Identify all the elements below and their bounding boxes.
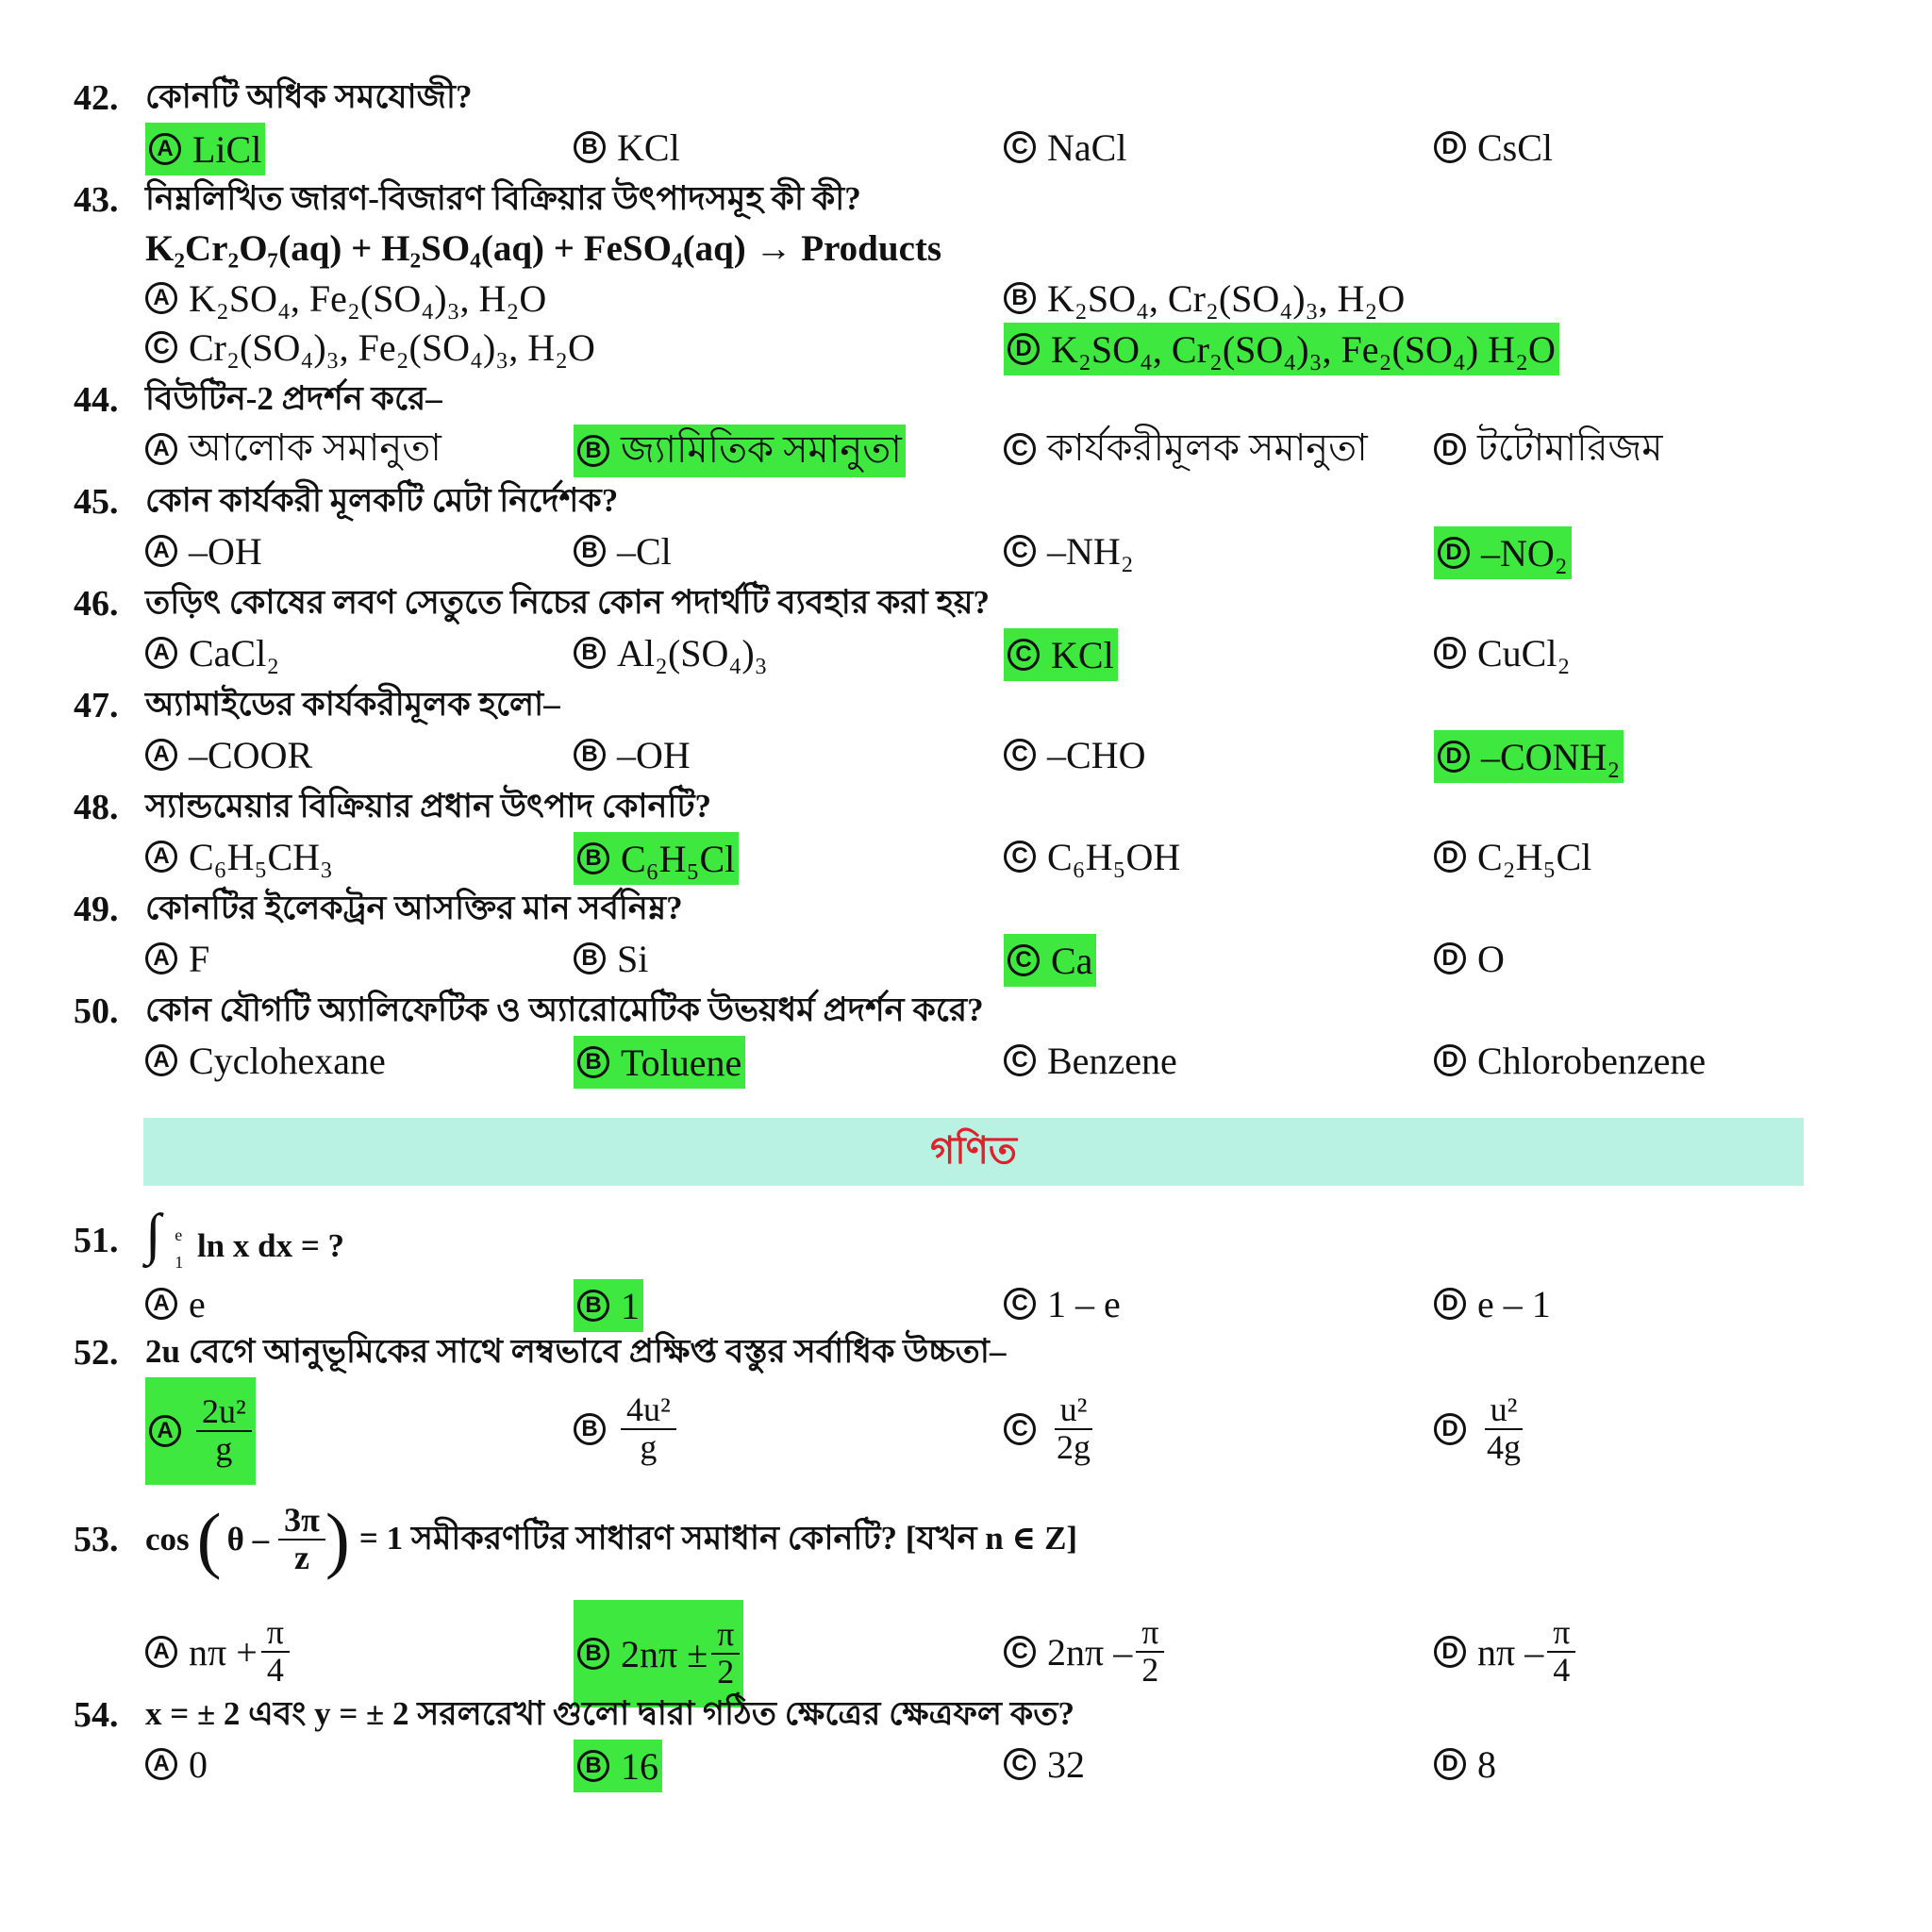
question-number: 42. (74, 78, 119, 118)
option-text: –CONH₂ (1481, 735, 1621, 778)
option-badge: B (574, 739, 606, 771)
option-text: C₆H₅CH₃ (189, 835, 333, 878)
option-d[interactable] (1434, 1600, 1575, 1704)
option-fraction (1547, 1615, 1575, 1689)
option-badge: D (1434, 1748, 1466, 1780)
option-badge: D (1434, 433, 1466, 465)
fraction-numerator: 2u² (196, 1394, 252, 1432)
option-b[interactable] (574, 1377, 676, 1481)
option-badge: A (149, 133, 181, 165)
question-number: 45. (74, 482, 119, 522)
option-fraction (1136, 1615, 1164, 1689)
option-badge: D (1434, 1044, 1466, 1076)
option-badge: C (1004, 841, 1036, 873)
option-text: Benzene (1047, 1039, 1177, 1082)
option-c[interactable] (1004, 1740, 1085, 1789)
question-number: 44. (74, 380, 119, 420)
option-c[interactable] (1004, 628, 1118, 681)
fraction-numerator: 3π (278, 1503, 325, 1541)
option-badge: C (1004, 535, 1036, 567)
option-d[interactable] (1434, 1036, 1706, 1085)
question-number: 53. (74, 1520, 119, 1559)
fraction-numerator: u² (1485, 1392, 1524, 1430)
question-number: 47. (74, 686, 119, 725)
option-text: K₂SO₄, Cr₂(SO₄)₃, H₂O (1047, 276, 1406, 320)
section-title: গণিত (930, 1128, 1017, 1172)
option-c[interactable] (1004, 1279, 1121, 1328)
option-b[interactable] (574, 628, 768, 677)
question-46 (74, 579, 1866, 677)
option-badge: A (145, 1748, 177, 1780)
option-badge: B (577, 1750, 609, 1782)
option-c[interactable] (1004, 425, 1368, 474)
question-number: 46. (74, 584, 119, 624)
cos-function: cos (145, 1521, 190, 1557)
question-number: 52. (74, 1333, 119, 1373)
option-text: Ca (1051, 939, 1093, 982)
option-a[interactable] (145, 1377, 256, 1485)
option-d[interactable] (1434, 934, 1505, 983)
option-d[interactable] (1434, 123, 1553, 172)
option-text: –CHO (1047, 733, 1146, 776)
option-badge: D (1434, 841, 1466, 873)
option-badge: A (145, 535, 177, 567)
option-d[interactable] (1434, 628, 1570, 677)
question-43 (74, 175, 1866, 372)
option-b[interactable] (574, 1740, 662, 1792)
option-a[interactable] (145, 628, 279, 677)
question-44 (74, 375, 1866, 474)
option-c[interactable] (1004, 934, 1096, 987)
option-fraction (621, 1392, 676, 1466)
option-badge: C (1004, 433, 1036, 465)
option-text: e – 1 (1477, 1282, 1551, 1325)
option-badge: D (1434, 942, 1466, 974)
option-badge: B (577, 842, 609, 874)
option-c[interactable] (1004, 123, 1126, 172)
question-text: অ্যামাইডের কার্যকরীমূলক হলো– (145, 685, 560, 723)
question-51 (74, 1202, 1866, 1328)
option-badge: A (145, 433, 177, 465)
option-badge: A (145, 637, 177, 669)
option-badge: B (574, 535, 606, 567)
option-badge: C (1004, 1413, 1036, 1445)
option-badge: B (577, 435, 609, 467)
option-c[interactable] (1004, 1377, 1096, 1481)
option-d[interactable] (1434, 730, 1624, 783)
option-d[interactable] (1434, 1279, 1551, 1328)
question-text: কোন যৌগটি অ্যালিফেটিক ও অ্যারোমেটিক উভয়ধর্ম প্রদর্শন করে? (145, 991, 984, 1028)
question-42 (74, 74, 1866, 172)
option-text: CsCl (1477, 125, 1554, 169)
fraction-numerator: π (711, 1617, 740, 1655)
integral-sign: ∫ (145, 1202, 161, 1265)
option-b[interactable] (574, 1036, 745, 1089)
fraction-denominator: g (640, 1428, 658, 1466)
fraction-denominator: 4 (1553, 1651, 1571, 1689)
option-text: জ্যামিতিক সমানুতা (621, 427, 902, 471)
option-text: K₂SO₄, Cr₂(SO₄)₃, Fe₂(SO₄) H₂O (1051, 327, 1556, 371)
option-c[interactable] (1004, 526, 1134, 575)
option-text: Al₂(SO₄)₃ (617, 631, 768, 675)
option-badge: B (577, 1046, 609, 1078)
option-b[interactable] (1004, 274, 1405, 323)
option-text: –Cl (617, 529, 672, 573)
option-d[interactable] (1434, 1377, 1526, 1481)
option-c[interactable] (145, 323, 595, 372)
question-48 (74, 783, 1866, 881)
option-badge: D (1438, 537, 1470, 569)
question-text: স্যান্ডমেয়ার বিক্রিয়ার প্রধান উৎপাদ কোনটি? (145, 787, 712, 824)
open-paren: ( (196, 1498, 222, 1580)
option-b[interactable] (574, 934, 648, 983)
equation-fraction (278, 1503, 325, 1576)
option-text: –NO₂ (1481, 531, 1568, 575)
option-badge: A (145, 739, 177, 771)
option-text: 16 (621, 1744, 658, 1788)
option-badge: C (1008, 639, 1040, 671)
option-badge: A (145, 1288, 177, 1320)
option-a[interactable] (145, 1036, 386, 1085)
fraction-numerator: u² (1055, 1392, 1093, 1430)
section-banner (143, 1118, 1804, 1186)
option-badge: C (1004, 1748, 1036, 1780)
option-badge: C (145, 331, 177, 363)
option-a[interactable] (145, 526, 262, 575)
option-badge: D (1008, 333, 1040, 365)
option-text: –NH₂ (1047, 529, 1134, 573)
option-a[interactable] (145, 934, 209, 983)
question-number: 48. (74, 788, 119, 827)
option-c[interactable] (1004, 730, 1145, 779)
option-b[interactable] (574, 526, 672, 575)
option-text: 0 (189, 1742, 208, 1786)
option-text: CuCl₂ (1477, 631, 1571, 675)
trig-equation (145, 1497, 1077, 1582)
option-badge: A (149, 1415, 181, 1447)
fraction-numerator: π (1136, 1615, 1164, 1653)
option-text: e (189, 1282, 206, 1325)
option-badge: B (574, 131, 606, 163)
integral-lower-limit: 1 (175, 1252, 184, 1272)
question-number: 50. (74, 991, 119, 1031)
option-b[interactable] (574, 123, 680, 172)
option-d[interactable] (1434, 425, 1663, 474)
option-d[interactable] (1004, 323, 1559, 375)
question-text: x = ± 2 এবং y = ± 2 সরলরেখা গুলো দ্বারা গঠিত ক্ষেত্রের ক্ষেত্রফল কত? (145, 1694, 1074, 1732)
option-text: Cr₂(SO₄)₃, Fe₂(SO₄)₃, H₂O (189, 325, 595, 369)
option-badge: C (1004, 1288, 1036, 1320)
question-50 (74, 987, 1866, 1085)
option-prefix: nπ – (1477, 1630, 1544, 1674)
question-text: তড়িৎ কোষের লবণ সেতুতে নিচের কোন পদার্থটি ব্যবহার করা হয়? (145, 583, 990, 621)
option-text: আলোক সমানুতা (189, 425, 441, 469)
option-text: CaCl₂ (189, 631, 280, 675)
option-b[interactable] (574, 730, 691, 779)
option-d[interactable] (1434, 1740, 1496, 1789)
question-47 (74, 681, 1866, 779)
question-text: বিউটিন-2 প্রদর্শন করে– (145, 379, 442, 417)
option-badge: C (1004, 1636, 1036, 1668)
option-text: 32 (1047, 1742, 1085, 1786)
option-prefix: 2nπ ± (621, 1632, 708, 1675)
option-badge: B (577, 1638, 609, 1670)
question-52 (74, 1328, 1866, 1481)
question-text: নিম্নলিখিত জারণ-বিজারণ বিক্রিয়ার উৎপাদসমূহ কী কী? (145, 179, 861, 217)
option-fraction (711, 1617, 740, 1690)
fraction-denominator: 4g (1487, 1428, 1521, 1466)
question-text: কোনটি অধিক সমযোজী? (145, 77, 473, 115)
option-text: Toluene (621, 1041, 742, 1084)
option-text: Cyclohexane (189, 1039, 386, 1082)
question-number: 54. (74, 1695, 119, 1735)
question-text: কোনটির ইলেকট্রন আসক্তির মান সর্বনিম্ন? (145, 889, 683, 926)
question-text: কোন কার্যকরী মূলকটি মেটা নির্দেশক? (145, 481, 619, 519)
option-text: O (1477, 937, 1505, 980)
option-badge: B (574, 637, 606, 669)
question-text: ln x dx = ? (196, 1226, 345, 1264)
fraction-denominator: 4 (266, 1651, 284, 1689)
option-badge: D (1434, 637, 1466, 669)
option-badge: A (145, 1636, 177, 1668)
option-text: Si (617, 937, 649, 980)
question-49 (74, 885, 1866, 983)
integral-expression (145, 1202, 345, 1276)
option-badge: A (145, 1044, 177, 1076)
question-number: 49. (74, 890, 119, 929)
fraction-numerator: 4u² (621, 1392, 676, 1430)
question-number: 51. (74, 1221, 119, 1260)
option-badge: C (1004, 131, 1036, 163)
option-text: 1 (621, 1284, 640, 1327)
option-text: K₂SO₄, Fe₂(SO₄)₃, H₂O (189, 276, 547, 320)
option-text: Chlorobenzene (1477, 1039, 1707, 1082)
fraction-numerator: π (1547, 1615, 1575, 1653)
option-c[interactable] (1004, 832, 1180, 881)
option-text: KCl (617, 125, 680, 169)
integral-upper-limit: e (175, 1224, 183, 1244)
option-text: 8 (1477, 1742, 1496, 1786)
question-45 (74, 477, 1866, 575)
option-b[interactable] (574, 425, 906, 477)
question-54 (74, 1690, 1866, 1789)
option-text: C₂H₅Cl (1477, 835, 1592, 878)
option-text: LiCl (192, 127, 262, 171)
option-text: 1 – e (1047, 1282, 1121, 1325)
option-fraction (261, 1615, 290, 1689)
option-a[interactable] (145, 274, 546, 323)
option-text: –COOR (189, 733, 313, 776)
option-badge: D (1434, 1413, 1466, 1445)
question-text: = 1 সমীকরণটির সাধারণ সমাধান কোনটি? [যখন n ∈ Z] (358, 1519, 1078, 1557)
option-text: কার্যকরীমূলক সমানুতা (1047, 425, 1368, 469)
question-number: 43. (74, 180, 119, 220)
option-fraction (196, 1394, 252, 1468)
option-badge: A (145, 942, 177, 974)
fraction-denominator: 2g (1057, 1428, 1091, 1466)
option-text: –OH (617, 733, 691, 776)
option-text: টটোমারিজম (1477, 425, 1663, 469)
question-53 (74, 1494, 1866, 1704)
option-b[interactable] (574, 832, 739, 885)
option-prefix: nπ + (189, 1630, 258, 1674)
option-badge: D (1434, 1288, 1466, 1320)
option-d[interactable] (1434, 832, 1591, 881)
fraction-denominator: g (215, 1430, 233, 1468)
fraction-denominator: z (294, 1539, 310, 1576)
option-badge: C (1004, 1044, 1036, 1076)
option-fraction (1051, 1392, 1096, 1466)
option-badge: B (1004, 282, 1036, 314)
option-badge: D (1438, 741, 1470, 773)
fraction-numerator: π (261, 1615, 290, 1653)
option-a[interactable] (145, 1740, 208, 1789)
option-badge: A (145, 282, 177, 314)
option-text: C₆H₅OH (1047, 835, 1181, 878)
option-c[interactable] (1004, 1036, 1177, 1085)
option-badge: C (1008, 944, 1040, 976)
theta-term: θ – (226, 1521, 270, 1557)
option-a[interactable] (145, 123, 265, 175)
option-badge: B (574, 1413, 606, 1445)
option-a[interactable] (145, 730, 312, 779)
option-badge: A (145, 841, 177, 873)
fraction-denominator: 2 (1141, 1651, 1159, 1689)
option-badge: B (577, 1290, 609, 1322)
option-badge: D (1434, 1636, 1466, 1668)
close-paren: ) (325, 1498, 350, 1580)
question-text: 2u বেগে আনুভূমিকের সাথে লম্বভাবে প্রক্ষিপ্ত বস্তুর সর্বাধিক উচ্চতা– (145, 1332, 1007, 1370)
option-fraction (1481, 1392, 1526, 1466)
option-text: KCl (1051, 633, 1114, 676)
option-text: NaCl (1047, 125, 1127, 169)
option-d[interactable] (1434, 526, 1572, 579)
option-a[interactable] (145, 832, 333, 881)
option-badge: D (1434, 131, 1466, 163)
option-a[interactable] (145, 1279, 206, 1328)
option-badge: B (574, 942, 606, 974)
option-badge: C (1004, 739, 1036, 771)
option-text: –OH (189, 529, 262, 573)
option-text: F (189, 937, 210, 980)
reaction-equation: K₂Cr₂O₇(aq) + H₂SO₄(aq) + FeSO₄(aq) → Products (145, 228, 942, 269)
fraction-denominator: 2 (717, 1653, 735, 1690)
option-text: C₆H₅Cl (621, 837, 736, 880)
option-prefix: 2nπ – (1047, 1630, 1133, 1674)
option-a[interactable] (145, 425, 441, 474)
